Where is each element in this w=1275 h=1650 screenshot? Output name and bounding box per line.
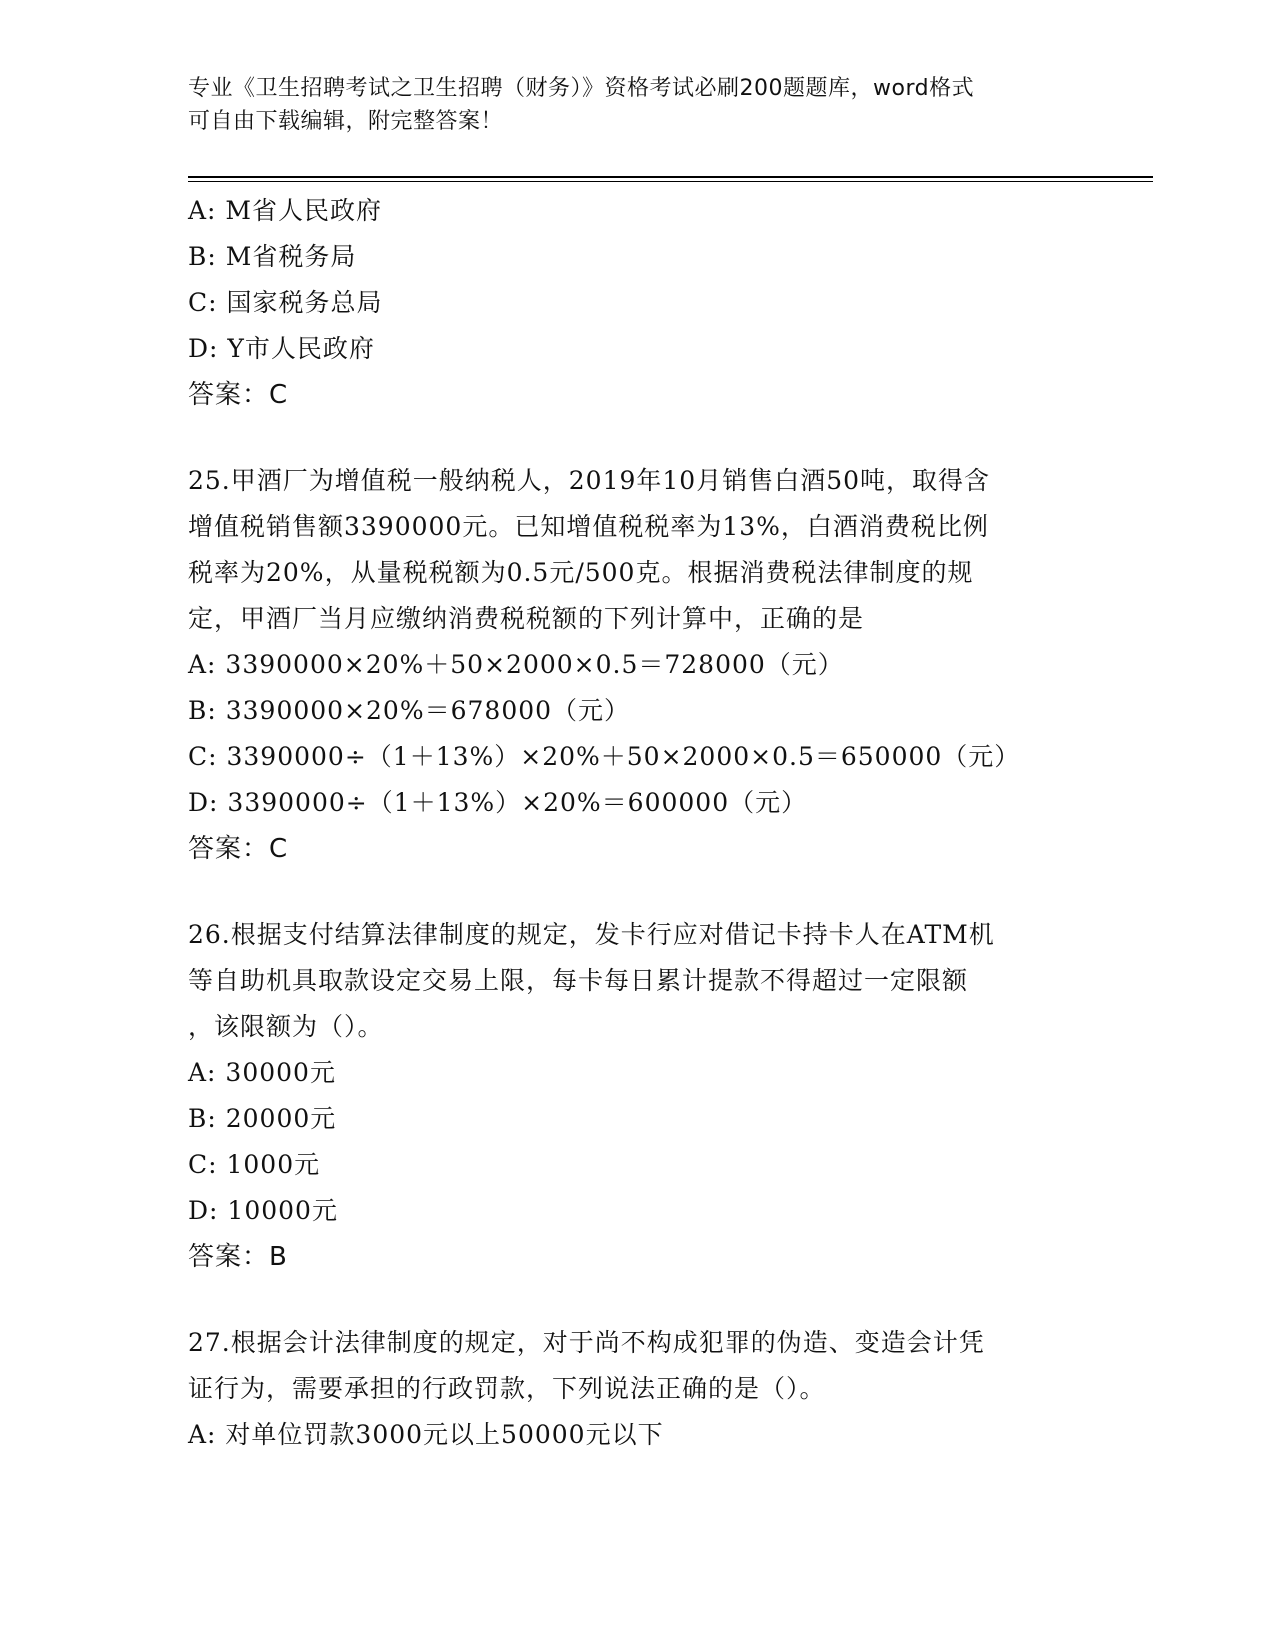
option-a: A: 30000元 [188, 1058, 336, 1087]
question-list [188, 188, 1088, 1458]
option-d: D: Y市人民政府 [188, 334, 375, 363]
question-stem-line: 等自助机具取款设定交易上限，每卡每日累计提款不得超过一定限额 [188, 966, 969, 995]
option-c: C: 国家税务总局 [188, 288, 383, 317]
document-header [188, 72, 1068, 138]
option-b: B: 20000元 [188, 1104, 337, 1133]
header-line-1: 专业《卫生招聘考试之卫生招聘（财务）》资格考试必刷200题题库，word格式 [188, 76, 975, 101]
option-c: C: 3390000÷（1＋13%）×20%＋50×2000×0.5＝650000（元） [188, 742, 1021, 771]
question-stem-line: 25.甲酒厂为增值税一般纳税人，2019年10月销售白酒50吨，取得含 [188, 466, 991, 495]
answer: 答案：B [188, 1242, 288, 1272]
question-stem-line: ，该限额为（）。 [188, 1012, 384, 1041]
question-stem-line: 定，甲酒厂当月应缴纳消费税税额的下列计算中，正确的是 [188, 604, 865, 633]
option-b: B: M省税务局 [188, 242, 357, 271]
option-c: C: 1000元 [188, 1150, 321, 1179]
header-line-2: 可自由下载编辑，附完整答案！ [188, 109, 504, 134]
question-stem-line: 税率为20%，从量税税额为0.5元/500克。根据消费税法律制度的规 [188, 558, 974, 587]
question-stem-line: 增值税销售额3390000元。已知增值税税率为13%，白酒消费税比例 [188, 512, 989, 541]
option-a: A: 对单位罚款3000元以上50000元以下 [188, 1420, 664, 1449]
option-b: B: 3390000×20%＝678000（元） [188, 696, 631, 725]
header-divider-thick [188, 176, 1153, 178]
question-stem-line: 26.根据支付结算法律制度的规定，发卡行应对借记卡持卡人在ATM机 [188, 920, 995, 949]
question-26 [188, 912, 1088, 1280]
answer: 答案：C [188, 834, 289, 864]
option-a: A: M省人民政府 [188, 196, 383, 225]
option-d: D: 3390000÷（1＋13%）×20%＝600000（元） [188, 788, 808, 817]
question-27 [188, 1320, 1088, 1458]
question-25 [188, 458, 1088, 872]
option-d: D: 10000元 [188, 1196, 338, 1225]
option-a: A: 3390000×20%＋50×2000×0.5＝728000（元） [188, 650, 844, 679]
header-divider-thin [188, 181, 1153, 182]
answer: 答案：C [188, 380, 289, 410]
question-24 [188, 188, 1088, 418]
question-stem-line: 证行为，需要承担的行政罚款，下列说法正确的是（）。 [188, 1374, 826, 1403]
question-stem-line: 27.根据会计法律制度的规定，对于尚不构成犯罪的伪造、变造会计凭 [188, 1328, 985, 1357]
